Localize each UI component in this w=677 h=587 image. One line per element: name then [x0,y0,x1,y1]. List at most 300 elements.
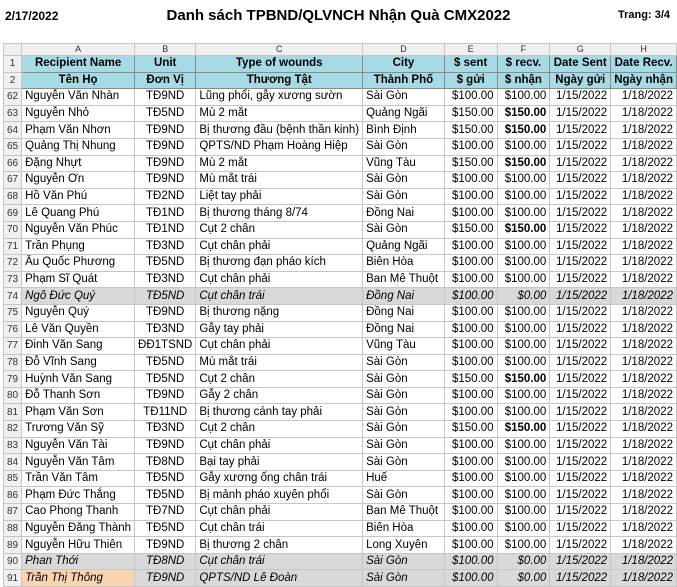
table-cell[interactable]: $100.00 [444,553,497,570]
table-cell[interactable]: Nguyễn Hữu Thiên [22,537,135,554]
column-heading[interactable]: Ngày nhận [611,72,677,89]
table-cell[interactable]: TĐ3ND [135,321,196,338]
table-cell[interactable]: 1/18/2022 [611,221,677,238]
table-cell[interactable]: $100.00 [497,470,550,487]
table-cell[interactable]: $100.00 [444,271,497,288]
table-cell[interactable]: $100.00 [497,520,550,537]
table-cell[interactable]: $150.00 [497,122,550,139]
table-cell[interactable]: $100.00 [444,537,497,554]
table-cell[interactable]: Phạm Đức Thắng [22,487,135,504]
table-cell[interactable]: $100.00 [444,205,497,222]
table-cell[interactable]: 1/18/2022 [611,470,677,487]
table-cell[interactable]: Quảng Ngãi [363,238,445,255]
table-cell[interactable]: Gẫy 2 chân [196,387,363,404]
table-cell[interactable]: Cụt chân phải [196,238,363,255]
table-cell[interactable]: TĐ9ND [135,304,196,321]
table-cell[interactable]: $100.00 [444,188,497,205]
table-cell[interactable]: $100.00 [497,238,550,255]
table-cell[interactable]: Cụt chân phải [196,437,363,454]
table-cell[interactable]: 1/18/2022 [611,122,677,139]
table-cell[interactable]: Hồ Văn Phú [22,188,135,205]
table-cell[interactable]: $150.00 [444,221,497,238]
table-cell[interactable]: TĐ5ND [135,520,196,537]
table-cell[interactable]: Biên Hòa [363,255,445,272]
table-cell[interactable]: Cụt chân trái [196,553,363,570]
column-heading[interactable]: $ sent [444,56,497,73]
row-number[interactable]: 73 [4,271,22,288]
table-cell[interactable]: Sài Gòn [363,487,445,504]
table-cell[interactable]: TĐ3ND [135,271,196,288]
table-cell[interactable]: $100.00 [444,470,497,487]
table-cell[interactable]: TĐ9ND [135,437,196,454]
column-heading[interactable]: Date Sent [550,56,611,73]
column-letter-c[interactable]: C [196,44,363,56]
table-cell[interactable]: 1/15/2022 [550,520,611,537]
table-cell[interactable]: Trương Văn Sỹ [22,421,135,438]
column-heading[interactable]: Unit [135,56,196,73]
table-cell[interactable]: TĐ3ND [135,421,196,438]
table-cell[interactable]: TĐ5ND [135,470,196,487]
table-cell[interactable]: 1/15/2022 [550,304,611,321]
row-number[interactable]: 67 [4,172,22,189]
table-cell[interactable]: 1/18/2022 [611,404,677,421]
table-cell[interactable]: 1/15/2022 [550,387,611,404]
table-cell[interactable]: 1/15/2022 [550,238,611,255]
table-cell[interactable]: $150.00 [497,155,550,172]
table-cell[interactable]: TĐ9ND [135,89,196,106]
column-heading[interactable]: $ gửi [444,72,497,89]
table-cell[interactable]: TĐ9ND [135,138,196,155]
table-cell[interactable]: Nguyễn Đăng Thành [22,520,135,537]
table-cell[interactable]: TĐ1ND [135,205,196,222]
table-cell[interactable]: Đỗ Vĩnh Sang [22,354,135,371]
table-cell[interactable]: $100.00 [497,321,550,338]
table-cell[interactable]: Trần Phụng [22,238,135,255]
table-cell[interactable]: Bị thương 2 chân [196,537,363,554]
table-row [4,304,677,321]
table-cell[interactable]: Mù 2 mắt [196,155,363,172]
table-cell[interactable]: Long Xuyên [363,537,445,554]
row-number[interactable]: 2 [4,72,22,89]
table-cell[interactable]: $100.00 [444,172,497,189]
table-cell[interactable]: $0.00 [497,288,550,305]
table-cell[interactable]: $100.00 [497,537,550,554]
row-number[interactable]: 62 [4,89,22,106]
column-heading[interactable]: City [363,56,445,73]
table-cell[interactable]: TĐ11ND [135,404,196,421]
table-cell[interactable]: Sài Gòn [363,371,445,388]
table-cell[interactable]: 1/15/2022 [550,404,611,421]
table-cell[interactable]: Vũng Tàu [363,155,445,172]
row-number[interactable]: 68 [4,188,22,205]
table-cell[interactable]: 1/18/2022 [611,205,677,222]
row-number[interactable]: 75 [4,304,22,321]
table-cell[interactable]: 1/15/2022 [550,188,611,205]
table-cell[interactable]: $150.00 [497,221,550,238]
table-cell[interactable]: $100.00 [497,437,550,454]
table-cell[interactable]: Cụt chân phải [196,338,363,355]
table-cell[interactable]: Cụt 2 chân [196,221,363,238]
table-cell[interactable]: $150.00 [444,122,497,139]
table-cell[interactable]: 1/15/2022 [550,89,611,106]
table-cell[interactable]: $100.00 [497,487,550,504]
table-cell[interactable]: Bị thương tháng 8/74 [196,205,363,222]
table-cell[interactable]: Cụt chân phải [196,504,363,521]
column-heading[interactable]: Type of wounds [196,56,363,73]
table-cell[interactable]: Bị thương đạn pháo kích [196,255,363,272]
table-cell[interactable]: 1/18/2022 [611,553,677,570]
table-cell[interactable]: Sài Gòn [363,404,445,421]
table-cell[interactable]: $100.00 [444,138,497,155]
column-heading[interactable]: $ nhận [497,72,550,89]
table-cell[interactable]: TĐ9ND [135,387,196,404]
table-cell[interactable]: 1/15/2022 [550,504,611,521]
table-cell[interactable]: Ban Mê Thuột [363,271,445,288]
row-number[interactable]: 85 [4,470,22,487]
table-cell[interactable]: TĐ9ND [135,537,196,554]
table-cell[interactable]: 1/15/2022 [550,271,611,288]
table-cell[interactable]: Sài Gòn [363,421,445,438]
row-number[interactable]: 78 [4,354,22,371]
row-number[interactable]: 82 [4,421,22,438]
table-cell[interactable]: Quảng Thị Nhung [22,138,135,155]
table-cell[interactable]: $100.00 [444,238,497,255]
table-cell[interactable]: $150.00 [444,105,497,122]
table-cell[interactable]: 1/15/2022 [550,105,611,122]
column-heading[interactable]: Thành Phố [363,72,445,89]
table-cell[interactable]: $100.00 [444,387,497,404]
column-letter-f[interactable]: F [497,44,550,56]
table-cell[interactable]: Sài Gòn [363,553,445,570]
table-cell[interactable]: Cụt 2 chân [196,421,363,438]
table-cell[interactable]: 1/15/2022 [550,570,611,587]
table-cell[interactable]: Vũng Tàu [363,338,445,355]
table-cell[interactable]: Phan Thới [22,553,135,570]
table-cell[interactable]: $100.00 [444,404,497,421]
table-cell[interactable]: Trần Thị Thông [22,570,135,587]
table-cell[interactable]: 1/15/2022 [550,221,611,238]
column-letter-d[interactable]: D [363,44,445,56]
table-cell[interactable]: 1/15/2022 [550,155,611,172]
table-cell[interactable]: Liệt tay phải [196,188,363,205]
table-cell[interactable]: $100.00 [497,338,550,355]
table-cell[interactable]: TĐ9ND [135,155,196,172]
table-cell[interactable]: QPTS/ND Phạm Hoàng Hiệp [196,138,363,155]
table-cell[interactable]: $100.00 [497,354,550,371]
column-letter-g[interactable]: G [550,44,611,56]
table-cell[interactable]: Bị thương đầu (bệnh thần kinh) [196,122,363,139]
row-number[interactable]: 64 [4,122,22,139]
table-cell[interactable]: $100.00 [444,437,497,454]
table-cell[interactable]: 1/18/2022 [611,537,677,554]
table-cell[interactable]: Đỗ Thanh Sơn [22,387,135,404]
row-number[interactable]: 76 [4,321,22,338]
table-cell[interactable]: Ban Mê Thuột [363,504,445,521]
table-cell[interactable]: Đặng Nhựt [22,155,135,172]
table-cell[interactable]: $150.00 [497,105,550,122]
table-cell[interactable]: 1/15/2022 [550,288,611,305]
table-cell[interactable]: Cao Phong Thanh [22,504,135,521]
table-cell[interactable]: $100.00 [497,387,550,404]
table-cell[interactable]: Mù mắt trái [196,354,363,371]
table-cell[interactable]: TĐ2ND [135,188,196,205]
table-cell[interactable]: $150.00 [444,155,497,172]
row-number[interactable]: 86 [4,487,22,504]
table-cell[interactable]: 1/15/2022 [550,255,611,272]
row-number[interactable]: 84 [4,454,22,471]
table-cell[interactable]: Sài Gòn [363,354,445,371]
table-cell[interactable]: $100.00 [497,271,550,288]
table-cell[interactable]: Cụt 2 chân [196,371,363,388]
table-cell[interactable]: 1/18/2022 [611,255,677,272]
table-cell[interactable]: TĐ5ND [135,288,196,305]
corner-cell[interactable] [4,44,22,56]
table-cell[interactable]: 1/15/2022 [550,321,611,338]
table-cell[interactable]: $100.00 [444,89,497,106]
table-cell[interactable]: Đồng Nai [363,288,445,305]
table-cell[interactable]: $150.00 [497,421,550,438]
table-cell[interactable]: ĐĐ1TSND [135,338,196,355]
table-cell[interactable]: 1/18/2022 [611,520,677,537]
row-number[interactable]: 1 [4,56,22,73]
table-cell[interactable]: Nguyễn Văn Tâm [22,454,135,471]
table-cell[interactable]: Đồng Nai [363,304,445,321]
row-number[interactable]: 83 [4,437,22,454]
row-number[interactable]: 91 [4,570,22,587]
table-cell[interactable]: 1/18/2022 [611,304,677,321]
table-cell[interactable]: 1/18/2022 [611,421,677,438]
table-cell[interactable]: Bị thương nặng [196,304,363,321]
table-cell[interactable]: Sài Gòn [363,454,445,471]
table-cell[interactable]: TĐ9ND [135,172,196,189]
column-heading[interactable]: Date Recv. [611,56,677,73]
table-cell[interactable]: TĐ9ND [135,122,196,139]
table-cell[interactable]: $100.00 [444,504,497,521]
table-cell[interactable]: Cụt chân trái [196,288,363,305]
table-cell[interactable]: 1/15/2022 [550,470,611,487]
table-cell[interactable]: 1/18/2022 [611,454,677,471]
table-cell[interactable]: TĐ7ND [135,504,196,521]
table-cell[interactable]: 1/15/2022 [550,338,611,355]
table-cell[interactable]: Đồng Nai [363,321,445,338]
table-cell[interactable]: Sài Gòn [363,221,445,238]
table-cell[interactable]: Nguyễn Văn Nhàn [22,89,135,106]
table-cell[interactable]: 1/15/2022 [550,172,611,189]
table-cell[interactable]: Đồng Nai [363,205,445,222]
table-cell[interactable]: 1/15/2022 [550,454,611,471]
column-heading[interactable]: Đơn Vị [135,72,196,89]
table-cell[interactable]: $150.00 [497,371,550,388]
table-cell[interactable]: $100.00 [444,255,497,272]
table-cell[interactable]: 1/15/2022 [550,122,611,139]
row-number[interactable]: 87 [4,504,22,521]
table-cell[interactable]: Huế [363,470,445,487]
table-cell[interactable]: Sài Gòn [363,89,445,106]
table-cell[interactable]: 1/18/2022 [611,354,677,371]
table-cell[interactable]: Quảng Ngãi [363,105,445,122]
table-cell[interactable]: 1/15/2022 [550,354,611,371]
table-cell[interactable]: $100.00 [497,504,550,521]
table-cell[interactable]: 1/18/2022 [611,387,677,404]
table-cell[interactable]: 1/18/2022 [611,504,677,521]
table-cell[interactable]: TĐ9ND [135,570,196,587]
table-cell[interactable]: TĐ8ND [135,553,196,570]
table-cell[interactable]: TĐ1ND [135,221,196,238]
table-cell[interactable]: TĐ5ND [135,371,196,388]
table-cell[interactable]: $0.00 [497,553,550,570]
table-cell[interactable]: $0.00 [497,570,550,587]
row-number[interactable]: 63 [4,105,22,122]
table-cell[interactable]: $100.00 [497,188,550,205]
table-cell[interactable]: Sài Gòn [363,387,445,404]
table-cell[interactable]: Cụt chân phải [196,271,363,288]
table-cell[interactable]: Sài Gòn [363,437,445,454]
table-cell[interactable]: 1/15/2022 [550,487,611,504]
row-number[interactable]: 89 [4,537,22,554]
table-cell[interactable]: Nguyễn Văn Phúc [22,221,135,238]
column-letter-e[interactable]: E [444,44,497,56]
table-cell[interactable]: Lê Văn Quyền [22,321,135,338]
table-cell[interactable]: $100.00 [497,304,550,321]
table-cell[interactable]: 1/15/2022 [550,437,611,454]
table-cell[interactable]: TĐ5ND [135,105,196,122]
table-cell[interactable]: $100.00 [444,321,497,338]
table-cell[interactable]: Âu Quốc Phương [22,255,135,272]
table-cell[interactable]: 1/18/2022 [611,570,677,587]
table-cell[interactable]: Nguyễn Quý [22,304,135,321]
table-cell[interactable]: $100.00 [444,454,497,471]
table-cell[interactable]: Cụt chân trái [196,520,363,537]
table-cell[interactable]: Sài Gòn [363,188,445,205]
table-cell[interactable]: QPTS/ND Lê Đoàn [196,570,363,587]
table-cell[interactable]: Biên Hòa [363,520,445,537]
table-cell[interactable]: 1/18/2022 [611,138,677,155]
table-cell[interactable]: 1/18/2022 [611,487,677,504]
table-cell[interactable]: Đinh Văn Sang [22,338,135,355]
table-cell[interactable]: $100.00 [497,138,550,155]
table-cell[interactable]: 1/18/2022 [611,437,677,454]
row-number[interactable]: 77 [4,338,22,355]
table-cell[interactable]: $100.00 [497,454,550,471]
table-cell[interactable]: 1/18/2022 [611,338,677,355]
table-cell[interactable]: 1/15/2022 [550,371,611,388]
table-cell[interactable]: Phạm Văn Nhơn [22,122,135,139]
table-cell[interactable]: Bị thương cánh tay phải [196,404,363,421]
table-cell[interactable]: 1/18/2022 [611,105,677,122]
row-number[interactable]: 70 [4,221,22,238]
table-cell[interactable]: Mù 2 mắt [196,105,363,122]
table-cell[interactable]: $100.00 [444,354,497,371]
table-cell[interactable]: Lê Quang Phú [22,205,135,222]
column-heading[interactable]: $ recv. [497,56,550,73]
table-cell[interactable]: TĐ3ND [135,238,196,255]
column-letter-h[interactable]: H [611,44,677,56]
table-cell[interactable]: 1/18/2022 [611,271,677,288]
table-cell[interactable]: Nguyễn Văn Tài [22,437,135,454]
column-letter-a[interactable]: A [22,44,135,56]
table-cell[interactable]: 1/18/2022 [611,188,677,205]
table-cell[interactable]: 1/15/2022 [550,421,611,438]
table-cell[interactable]: Trần Văn Tâm [22,470,135,487]
table-cell[interactable]: 1/15/2022 [550,205,611,222]
table-cell[interactable]: TĐ5ND [135,487,196,504]
table-cell[interactable]: $100.00 [444,304,497,321]
table-cell[interactable]: Nguyễn Ơn [22,172,135,189]
row-number[interactable]: 72 [4,255,22,272]
table-cell[interactable]: Phạm Văn Sơn [22,404,135,421]
table-cell[interactable]: Sài Gòn [363,570,445,587]
table-cell[interactable]: 1/15/2022 [550,138,611,155]
column-letter-b[interactable]: B [135,44,196,56]
table-cell[interactable]: $100.00 [497,404,550,421]
row-number[interactable]: 79 [4,371,22,388]
table-cell[interactable]: Sài Gòn [363,138,445,155]
table-cell[interactable]: Gẫy tay phải [196,321,363,338]
table-cell[interactable]: Nguyễn Nhỏ [22,105,135,122]
row-number[interactable]: 90 [4,553,22,570]
column-heading[interactable]: Recipient Name [22,56,135,73]
column-heading[interactable]: Tên Họ [22,72,135,89]
table-row [4,371,677,388]
table-cell[interactable]: 1/18/2022 [611,238,677,255]
table-cell[interactable]: Huỳnh Văn Sang [22,371,135,388]
table-cell[interactable]: TĐ5ND [135,354,196,371]
column-heading[interactable]: Thương Tật [196,72,363,89]
table-cell[interactable]: 1/15/2022 [550,553,611,570]
page-number: Trang: 3/4 [618,9,670,21]
table-cell[interactable]: Bình Định [363,122,445,139]
table-cell[interactable]: 1/18/2022 [611,371,677,388]
table-cell[interactable]: $100.00 [444,487,497,504]
table-cell[interactable]: 1/18/2022 [611,155,677,172]
row-number[interactable]: 65 [4,138,22,155]
table-cell[interactable]: 1/18/2022 [611,172,677,189]
table-cell[interactable]: $100.00 [497,205,550,222]
table-cell[interactable]: 1/15/2022 [550,537,611,554]
table-cell[interactable]: Bị mảnh pháo xuyên phổi [196,487,363,504]
row-number[interactable]: 69 [4,205,22,222]
table-cell[interactable]: $100.00 [444,520,497,537]
table-cell[interactable]: Mù mắt trái [196,172,363,189]
table-cell[interactable]: 1/18/2022 [611,89,677,106]
table-cell[interactable]: $100.00 [497,255,550,272]
row-number[interactable]: 71 [4,238,22,255]
table-cell[interactable]: 1/18/2022 [611,288,677,305]
table-cell[interactable]: $100.00 [497,89,550,106]
table-cell[interactable]: $100.00 [497,172,550,189]
table-cell[interactable]: $150.00 [444,421,497,438]
table-cell[interactable]: Sài Gòn [363,172,445,189]
row-number[interactable]: 66 [4,155,22,172]
row-number[interactable]: 80 [4,387,22,404]
table-cell[interactable]: Ngô Đức Quý [22,288,135,305]
table-cell[interactable]: $100.00 [444,338,497,355]
table-cell[interactable]: $100.00 [444,288,497,305]
table-cell[interactable]: $100.00 [444,570,497,587]
row-number[interactable]: 74 [4,288,22,305]
table-cell[interactable]: 1/18/2022 [611,321,677,338]
table-cell[interactable]: Gẫy xương ống chân trái [196,470,363,487]
table-cell[interactable]: Bại tay phải [196,454,363,471]
row-number[interactable]: 81 [4,404,22,421]
table-cell[interactable]: $150.00 [444,371,497,388]
row-number[interactable]: 88 [4,520,22,537]
table-cell[interactable]: TĐ5ND [135,255,196,272]
table-cell[interactable]: Lũng phổi, gẫy xương sườn [196,89,363,106]
column-heading[interactable]: Ngày gửi [550,72,611,89]
table-cell[interactable]: Phạm Sĩ Quát [22,271,135,288]
table-cell[interactable]: TĐ8ND [135,454,196,471]
